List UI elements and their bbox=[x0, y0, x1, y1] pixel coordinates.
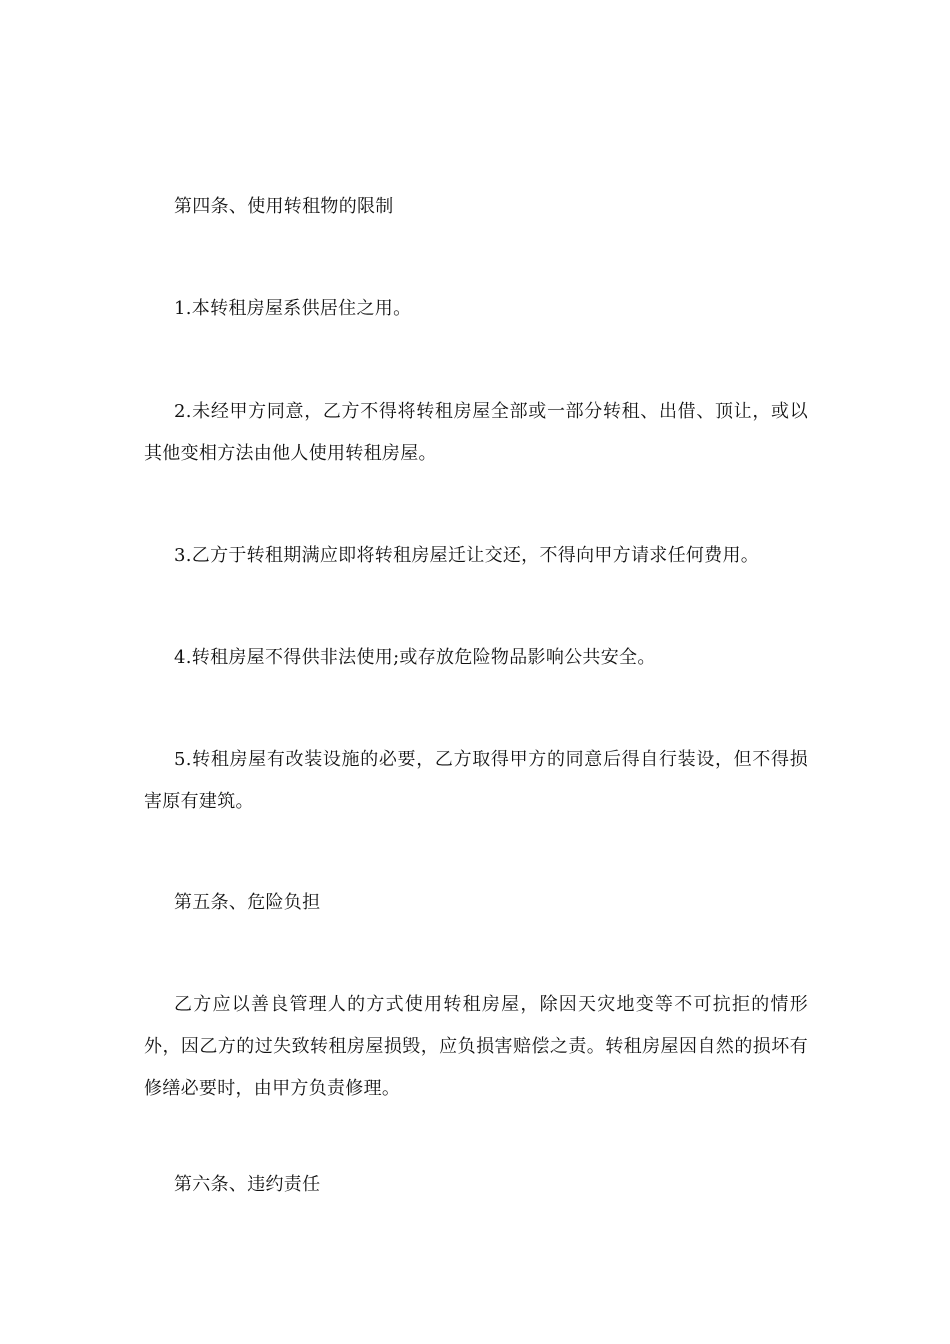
clause-4-4: 4.转租房屋不得供非法使用;或存放危险物品影响公共安全。 bbox=[174, 647, 656, 668]
section-5-body: 乙方应以善良管理人的方式使用转租房屋，除因天灾地变等不可抗拒的情形外，因乙方的过失致转租房屋损毁，应负损害赔偿之责。转租房屋因自然的损坏有修缮必要时，由甲方负责修理。 bbox=[144, 994, 808, 1099]
section-heading-4: 第四条、使用转租物的限制 bbox=[174, 196, 394, 217]
section-heading-6: 第六条、违约责任 bbox=[174, 1174, 321, 1195]
clause-4-5: 5.转租房屋有改装设施的必要，乙方取得甲方的同意后得自行装设，但不得损害原有建筑。 bbox=[144, 749, 808, 812]
clause-4-3: 3.乙方于转租期满应即将转租房屋迁让交还，不得向甲方请求任何费用。 bbox=[174, 545, 760, 566]
section-heading-5: 第五条、危险负担 bbox=[174, 892, 321, 913]
clause-4-1: 1.本转租房屋系供居住之用。 bbox=[174, 298, 412, 319]
clause-4-2: 2.未经甲方同意，乙方不得将转租房屋全部或一部分转租、出借、顶让，或以其他变相方法由他人使用转租房屋。 bbox=[144, 401, 808, 464]
